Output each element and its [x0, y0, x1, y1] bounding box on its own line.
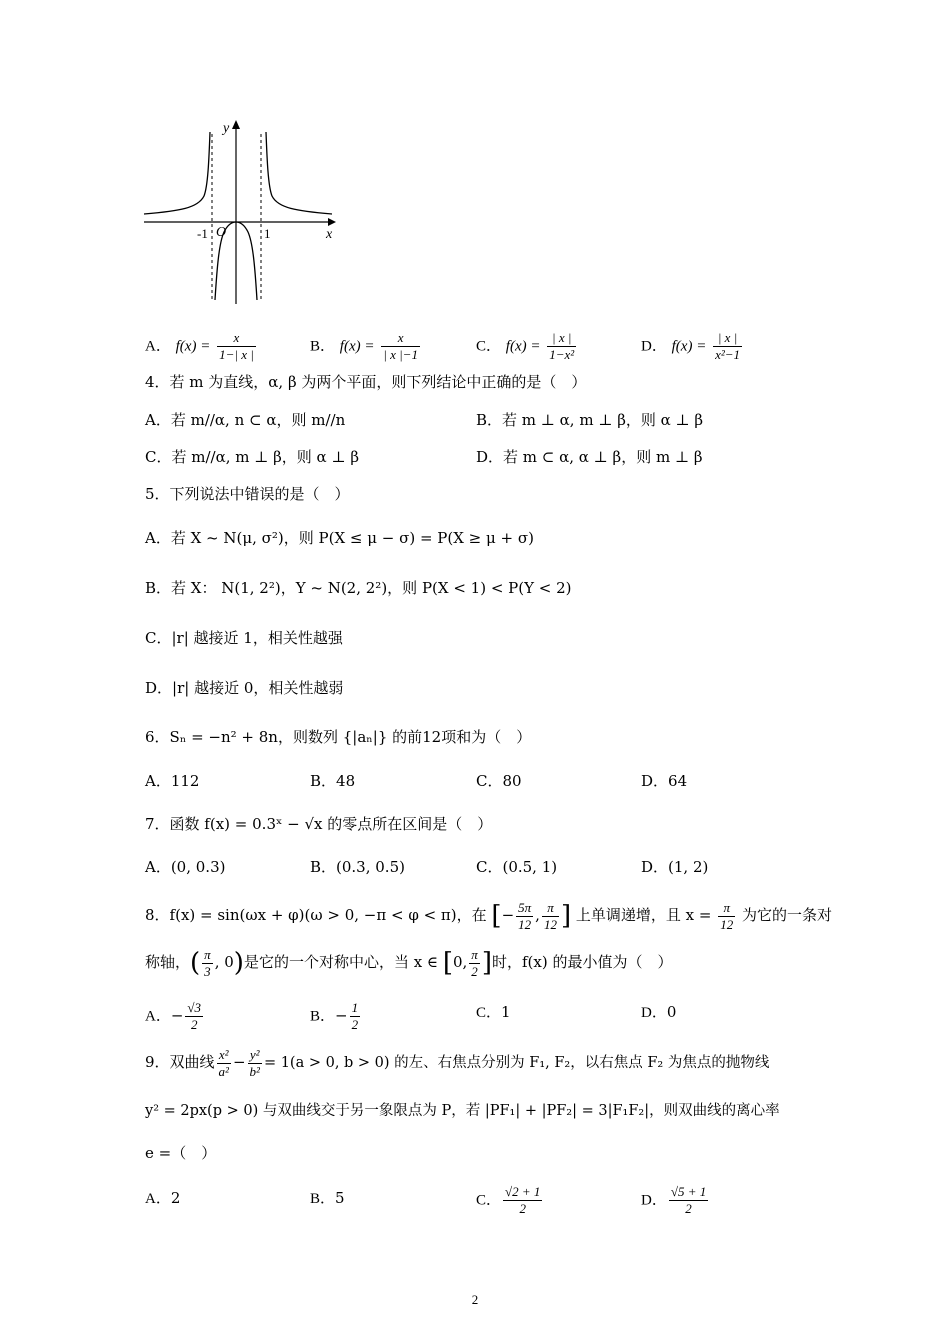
option-fraction — [669, 1184, 708, 1217]
option-value: 2 — [170, 1189, 181, 1207]
frac-den: b² — [249, 1063, 260, 1079]
option-minus: − — [335, 1006, 348, 1025]
frac-num: 1 — [351, 1000, 359, 1015]
q8-option-c[interactable] — [476, 1002, 511, 1023]
frac-num: √5 + 1 — [670, 1184, 707, 1199]
q8-option-b[interactable] — [310, 1000, 362, 1033]
q4-option-a[interactable]: A．若 m//α, n ⊂ α，则 m//n — [145, 411, 346, 429]
q9-option-c[interactable] — [476, 1184, 544, 1217]
option-fraction — [713, 330, 742, 363]
q7-option-a[interactable]: A．(0, 0.3) — [145, 858, 226, 876]
frac-num: π — [718, 900, 735, 917]
q9-text-b: = 1(a > 0, b > 0) 的左、右焦点分别为 F₁, F₂，以右焦点 F₂ 为焦点的抛物线 — [263, 1055, 770, 1071]
q3-option-c[interactable] — [476, 330, 578, 363]
frac-den: 2 — [351, 1017, 359, 1032]
q5-option-a[interactable]: A．若 X ~ N(μ, σ²)，则 P(X ≤ μ − σ) = P(X ≥ μ + σ) — [145, 529, 534, 547]
function-graph — [140, 118, 350, 308]
q8-range-left: 0, — [452, 953, 468, 971]
q8-line-1: 8．f(x) = sin(ωx + φ)(ω > 0, −π < φ < π)，在 [− $\frac{5\pi}{12}$ , $\frac{\pi}{12}$ ] 上单调递增，且 x = $\frac{\pi}{12}$ 为它的一条对 — [145, 899, 833, 932]
frac-den: | x |−1 — [383, 347, 418, 362]
frac-den: 2 — [190, 1017, 198, 1032]
q8-interval: [ — [491, 901, 502, 931]
option-label: C． — [476, 1005, 502, 1021]
q6-stem: 6．Sₙ = −n² + 8n，则数列 {|aₙ|} 的前12项和为（ ） — [145, 728, 532, 746]
option-expr: f(x) = — [339, 338, 375, 355]
q8-line-2 — [145, 942, 672, 983]
q4-stem: 4．若 m 为直线，α, β 为两个平面，则下列结论中正确的是（ ） — [145, 373, 587, 391]
q9-fraction-y — [248, 1047, 262, 1080]
q8-interval-left — [516, 900, 533, 933]
q5-option-b[interactable]: B．若 X： N(1, 2²)，Y ~ N(2, 2²)，则 P(X < 1) < P(Y < 2) — [145, 579, 572, 597]
option-fraction — [381, 330, 420, 363]
origin-label: O — [216, 225, 227, 240]
q8-interval-right — [542, 900, 559, 933]
option-fraction — [185, 1000, 203, 1033]
option-label: B． — [310, 1191, 336, 1207]
q9-minus: − — [232, 1053, 246, 1071]
q8-range-fraction — [469, 947, 480, 980]
q9-option-d[interactable] — [641, 1184, 710, 1217]
tick-pos-one: 1 — [264, 226, 271, 241]
frac-num: | x | — [713, 330, 742, 347]
q8-text-f: 时，f(x) 的最小值为（ ） — [491, 953, 673, 971]
option-label: C． — [476, 1192, 502, 1209]
q6-option-d[interactable]: D．64 — [641, 772, 688, 790]
q9-line-3: e =（ ） — [145, 1144, 217, 1162]
q6-option-b[interactable]: B．48 — [310, 772, 356, 790]
q5-option-c[interactable]: C．|r| 越接近 1，相关性越强 — [145, 629, 343, 647]
x-axis-arrow — [328, 218, 336, 226]
frac-den: 12 — [720, 916, 734, 932]
y-axis-arrow — [232, 120, 240, 129]
q7-option-b[interactable]: B．(0.3, 0.5) — [310, 858, 405, 876]
q6-option-c[interactable]: C．80 — [476, 772, 522, 790]
q8-options — [0, 992, 950, 1032]
q7-option-d[interactable]: D．(1, 2) — [641, 858, 709, 876]
option-fraction — [547, 330, 576, 363]
frac-num: y² — [248, 1047, 262, 1064]
frac-num: π — [471, 946, 478, 962]
q3-option-d[interactable] — [641, 330, 744, 363]
q9-line-1 — [145, 1042, 769, 1083]
q6-option-a[interactable]: A．112 — [145, 772, 200, 790]
frac-den: 1−x² — [549, 347, 575, 362]
q4-option-d[interactable]: D．若 m ⊂ α, α ⊥ β，则 m ⊥ β — [476, 448, 703, 466]
page-number: 2 — [471, 1292, 479, 1307]
q8-text-b: 上单调递增，且 x = — [575, 906, 712, 924]
q9-line-2: y² = 2px(p > 0) 与双曲线交于另一象限点为 P，若 |PF₁| + |PF₂| = 3|F₁F₂|，则双曲线的离心率 — [145, 1103, 780, 1119]
option-label: A． — [145, 1008, 171, 1025]
frac-num: π — [204, 946, 211, 962]
option-label: B． — [310, 1008, 336, 1025]
option-expr: f(x) = — [175, 338, 211, 355]
frac-num: 5π — [518, 899, 532, 915]
q3-option-b[interactable] — [310, 330, 422, 363]
option-value: 0 — [666, 1003, 677, 1021]
option-label: D． — [641, 1192, 667, 1209]
q8-center-fraction — [202, 947, 213, 980]
q8-text-d: 称轴， — [145, 953, 191, 971]
q8-interval-close: ] — [560, 901, 572, 931]
frac-den: 1−| x | — [219, 347, 254, 362]
q3-option-a[interactable] — [145, 330, 258, 363]
frac-den: 2 — [471, 963, 478, 979]
q9-options — [0, 1178, 950, 1222]
q8-text-e: 是它的一个对称中心，当 x ∈ — [243, 953, 439, 971]
option-value: 5 — [335, 1189, 345, 1207]
q8-option-d[interactable] — [641, 1002, 676, 1023]
frac-den: 12 — [518, 916, 532, 932]
frac-num: x — [217, 330, 256, 347]
q9-option-a[interactable] — [145, 1188, 180, 1209]
frac-den: 3 — [204, 963, 211, 979]
q9-option-b[interactable] — [310, 1188, 345, 1209]
q5-option-d[interactable]: D．|r| 越接近 0，相关性越弱 — [145, 679, 344, 697]
tick-neg-one: -1 — [197, 226, 208, 241]
q8-interval-minus: − — [501, 906, 515, 924]
curve-left-branch — [144, 132, 210, 214]
q4-option-b[interactable]: B．若 m ⊥ α, m ⊥ β，则 α ⊥ β — [476, 411, 704, 429]
bracket-close: ] — [481, 948, 492, 978]
curve-right-branch — [266, 132, 332, 214]
q8-text-a: 8．f(x) = sin(ωx + φ)(ω > 0, −π < φ < π)，在 — [145, 906, 487, 924]
option-label: B． — [310, 338, 336, 355]
option-expr: f(x) = — [505, 338, 541, 355]
option-fraction — [217, 330, 256, 363]
option-minus: − — [170, 1006, 184, 1025]
q9-text-a: 9．双曲线 — [145, 1053, 215, 1071]
paren-open: ( — [190, 948, 201, 978]
y-axis-label: y — [223, 121, 230, 136]
option-fraction — [503, 1184, 542, 1217]
q4-option-c[interactable]: C．若 m//α, m ⊥ β，则 α ⊥ β — [145, 448, 359, 466]
option-value: 1 — [501, 1003, 511, 1021]
option-label: D． — [641, 338, 667, 355]
frac-den: 2 — [519, 1201, 526, 1216]
frac-num: √3 — [187, 1000, 202, 1015]
q8-center-tail: , 0 — [214, 953, 234, 971]
q3-options — [0, 322, 950, 362]
q5-stem: 5．下列说法中错误的是（ ） — [145, 485, 350, 503]
bracket-open: [ — [442, 948, 453, 978]
frac-num: x² — [217, 1047, 231, 1064]
option-label: C． — [476, 338, 502, 355]
option-label: A． — [145, 338, 171, 355]
frac-den: 2 — [685, 1201, 692, 1216]
frac-den: x²−1 — [715, 347, 741, 362]
paren-close: ) — [233, 948, 244, 978]
q7-option-c[interactable]: C．(0.5, 1) — [476, 858, 558, 876]
option-fraction — [350, 1000, 361, 1033]
q9-fraction-x — [217, 1047, 231, 1080]
q8-axis-fraction — [718, 900, 735, 933]
frac-den: a² — [218, 1063, 229, 1079]
frac-num: x — [381, 330, 420, 347]
x-axis-label: x — [326, 227, 333, 242]
frac-den: 12 — [543, 916, 557, 932]
option-expr: f(x) = — [671, 338, 707, 355]
frac-num: π — [542, 900, 559, 917]
option-label: A． — [145, 1191, 171, 1207]
q8-option-a[interactable] — [145, 1000, 205, 1033]
q7-stem: 7．函数 f(x) = 0.3ˣ − √x 的零点所在区间是（ ） — [145, 815, 493, 833]
option-label: D． — [641, 1005, 667, 1021]
frac-num: √2 + 1 — [505, 1184, 541, 1199]
q8-text-c: 为它的一条对 — [742, 906, 833, 924]
frac-num: | x | — [547, 330, 576, 347]
